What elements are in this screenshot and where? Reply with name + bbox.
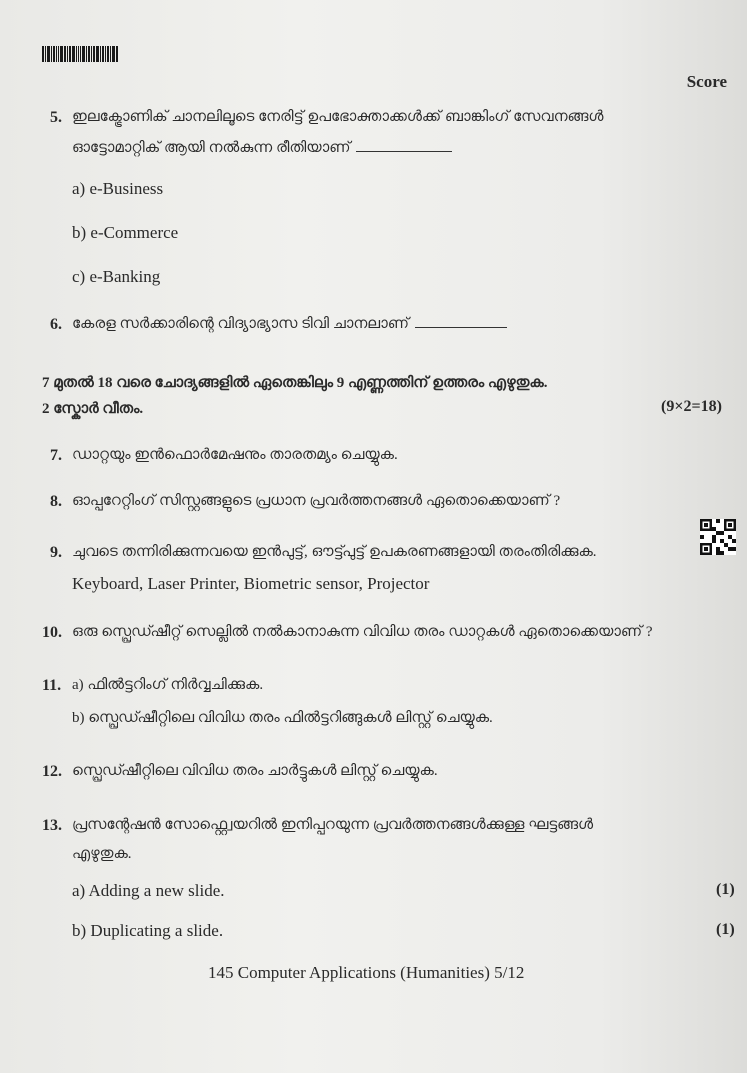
question-13-part-a-marks: (1) xyxy=(716,881,735,898)
answer-blank xyxy=(356,150,452,152)
qr-code xyxy=(700,519,736,555)
question-5-number: 5. xyxy=(50,109,62,126)
barcode xyxy=(42,46,118,62)
score-label: Score xyxy=(686,72,727,91)
question-13-text-line1: പ്രസന്റേഷൻ സോഫ്റ്റ്വെയറിൽ ഇനിപ്പറയുന്ന പ്രവർത്തനങ്ങൾക്കുള്ള ഘട്ടങ്ങൾ xyxy=(72,817,594,833)
section-instruction-line1: 7 മുതൽ 18 വരെ ചോദ്യങ്ങളിൽ ഏതെങ്കിലും 9 എണ്ണത്തിന് ഉത്തരം എഴുതുക. xyxy=(42,375,548,391)
question-8-text: ഓപ്പറേറ്റിംഗ് സിസ്റ്റങ്ങളുടെ പ്രധാന പ്രവർത്തനങ്ങൾ ഏതൊക്കെയാണ് ? xyxy=(72,493,561,509)
question-13-text-line2: എഴുതുക. xyxy=(72,846,132,862)
question-12-text: സ്പ്രെഡ്ഷീറ്റിലെ വിവിധ തരം ചാർട്ടുകൾ ലിസ്റ്റ് ചെയ്യുക. xyxy=(72,763,438,779)
question-5-text-line2-content: ഓട്ടോമാറ്റിക് ആയി നൽകുന്ന രീതിയാണ് xyxy=(72,140,351,156)
question-5-text-line1: ഇലക്ട്രോണിക് ചാനലിലൂടെ നേരിട്ട് ഉപഭോക്താക്കൾക്ക് ബാങ്കിംഗ് സേവനങ്ങൾ xyxy=(72,109,604,125)
question-7-number: 7. xyxy=(50,447,62,464)
question-13-number: 13. xyxy=(42,817,62,834)
question-11-part-a: a) ഫിൽട്ടറിംഗ് നിർവ്വചിക്കുക. xyxy=(72,677,264,693)
question-9-text: ചുവടെ തന്നിരിക്കുന്നവയെ ഇൻപുട്ട്, ഔട്ട്പുട്ട് ഉപകരണങ്ങളായി തരംതിരിക്കുക. xyxy=(72,544,597,560)
section-marks: (9×2=18) xyxy=(661,398,722,415)
question-10-number: 10. xyxy=(42,624,62,641)
question-5-option-a: a) e-Business xyxy=(72,179,164,198)
question-11-part-b: b) സ്പ്രെഡ്ഷീറ്റിലെ വിവിധ തരം ഫിൽട്ടറിങ്ങുകൾ ലിസ്റ്റ് ചെയ്യുക. xyxy=(72,710,493,726)
question-5-option-c: c) e-Banking xyxy=(72,267,161,286)
question-6-text xyxy=(72,315,507,333)
question-8-number: 8. xyxy=(50,493,62,510)
question-7-text: ഡാറ്റയും ഇൻഫൊർമേഷനും താരതമ്യം ചെയ്യുക. xyxy=(72,447,398,463)
question-13-part-b-marks: (1) xyxy=(716,921,735,938)
question-6-number: 6. xyxy=(50,316,62,333)
section-instruction-line2: 2 സ്കോർ വീതം. xyxy=(42,401,144,417)
question-6-text-content: കേരള സർക്കാരിന്റെ വിദ്യാഭ്യാസ ടിവി ചാനലാണ് xyxy=(72,316,409,332)
question-12-number: 12. xyxy=(42,763,62,780)
question-10-text: ഒരു സ്പ്രെഡ്ഷീറ്റ് സെല്ലിൽ നൽകാനാകുന്ന വിവിധ തരം ഡാറ്റകൾ ഏതൊക്കെയാണ് ? xyxy=(72,624,653,640)
question-13-part-a: a) Adding a new slide. xyxy=(72,881,225,900)
question-5-option-b: b) e-Commerce xyxy=(72,223,179,242)
question-11-number: 11. xyxy=(42,677,62,694)
page-footer: 145 Computer Applications (Humanities) 5/12 xyxy=(208,963,525,982)
question-9-number: 9. xyxy=(50,544,62,561)
question-9-items: Keyboard, Laser Printer, Biometric sensor, Projector xyxy=(72,574,430,593)
question-13-part-b: b) Duplicating a slide. xyxy=(72,921,224,940)
answer-blank xyxy=(415,326,507,328)
question-5-text-line2 xyxy=(72,139,452,157)
